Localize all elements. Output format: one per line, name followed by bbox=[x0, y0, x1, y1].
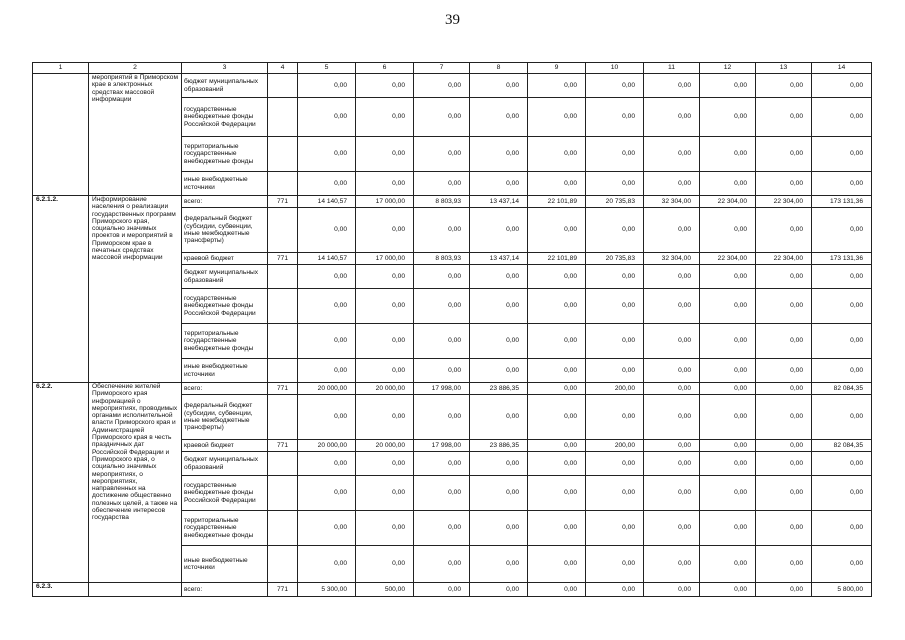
column-header: 7 bbox=[414, 63, 470, 74]
amount-cell: 500,00 bbox=[356, 583, 414, 597]
column-header: 10 bbox=[586, 63, 644, 74]
table-body bbox=[33, 63, 872, 597]
amount-cell: 0,00 bbox=[700, 583, 756, 597]
item-code: 6.2.3. bbox=[33, 583, 89, 597]
amount-cell: 0,00 bbox=[586, 395, 644, 440]
amount-cell: 0,00 bbox=[700, 383, 756, 395]
amount-cell: 0,00 bbox=[586, 324, 644, 359]
amount-cell: 0,00 bbox=[756, 476, 812, 511]
amount-cell: 0,00 bbox=[644, 172, 700, 196]
amount-cell: 82 084,35 bbox=[812, 383, 872, 395]
amount-cell: 32 304,00 bbox=[644, 253, 700, 265]
column-header: 2 bbox=[89, 63, 182, 74]
amount-cell: 0,00 bbox=[528, 383, 586, 395]
amount-cell: 20 000,00 bbox=[356, 383, 414, 395]
amount-cell: 14 140,57 bbox=[298, 253, 356, 265]
amount-cell: 0,00 bbox=[528, 98, 586, 137]
grbs-code bbox=[268, 359, 298, 383]
amount-cell: 0,00 bbox=[470, 511, 528, 546]
amount-cell: 0,00 bbox=[812, 476, 872, 511]
grbs-code bbox=[268, 395, 298, 440]
amount-cell: 200,00 bbox=[586, 440, 644, 452]
amount-cell: 0,00 bbox=[700, 452, 756, 476]
amount-cell: 0,00 bbox=[756, 546, 812, 583]
amount-cell: 0,00 bbox=[414, 452, 470, 476]
amount-cell: 0,00 bbox=[812, 395, 872, 440]
amount-cell: 22 304,00 bbox=[756, 253, 812, 265]
amount-cell: 0,00 bbox=[414, 265, 470, 289]
column-header: 11 bbox=[644, 63, 700, 74]
column-header: 4 bbox=[268, 63, 298, 74]
amount-cell: 0,00 bbox=[700, 476, 756, 511]
amount-cell: 0,00 bbox=[756, 289, 812, 324]
amount-cell: 0,00 bbox=[298, 98, 356, 137]
amount-cell: 173 131,36 bbox=[812, 196, 872, 208]
amount-cell: 0,00 bbox=[470, 265, 528, 289]
amount-cell: 0,00 bbox=[700, 546, 756, 583]
funding-source: федеральный бюджет (субсидии, субвенции, иные межбюджетные трансферты) bbox=[182, 395, 268, 440]
amount-cell: 0,00 bbox=[298, 137, 356, 172]
amount-cell: 0,00 bbox=[528, 476, 586, 511]
amount-cell: 20 000,00 bbox=[298, 440, 356, 452]
amount-cell: 0,00 bbox=[414, 324, 470, 359]
amount-cell: 0,00 bbox=[528, 137, 586, 172]
amount-cell: 0,00 bbox=[756, 74, 812, 98]
amount-cell: 0,00 bbox=[414, 546, 470, 583]
amount-cell: 0,00 bbox=[528, 74, 586, 98]
amount-cell: 0,00 bbox=[470, 74, 528, 98]
grbs-code: 771 bbox=[268, 253, 298, 265]
amount-cell: 0,00 bbox=[298, 476, 356, 511]
amount-cell: 0,00 bbox=[644, 74, 700, 98]
amount-cell: 0,00 bbox=[586, 172, 644, 196]
amount-cell: 0,00 bbox=[414, 137, 470, 172]
amount-cell: 0,00 bbox=[528, 546, 586, 583]
amount-cell: 0,00 bbox=[812, 172, 872, 196]
grbs-code bbox=[268, 208, 298, 253]
amount-cell: 0,00 bbox=[414, 476, 470, 511]
amount-cell: 0,00 bbox=[586, 583, 644, 597]
amount-cell: 0,00 bbox=[756, 172, 812, 196]
amount-cell: 0,00 bbox=[414, 74, 470, 98]
amount-cell: 0,00 bbox=[644, 452, 700, 476]
funding-source: федеральный бюджет (субсидии, субвенции, иные межбюджетные трансферты) bbox=[182, 208, 268, 253]
amount-cell: 0,00 bbox=[756, 208, 812, 253]
funding-source: государственные внебюджетные фонды Российской Федерации bbox=[182, 98, 268, 137]
table-row bbox=[33, 583, 872, 597]
amount-cell: 0,00 bbox=[812, 208, 872, 253]
amount-cell: 17 000,00 bbox=[356, 253, 414, 265]
amount-cell: 0,00 bbox=[700, 324, 756, 359]
amount-cell: 0,00 bbox=[812, 265, 872, 289]
amount-cell: 0,00 bbox=[298, 511, 356, 546]
amount-cell: 22 304,00 bbox=[700, 253, 756, 265]
amount-cell: 200,00 bbox=[586, 383, 644, 395]
amount-cell: 0,00 bbox=[756, 137, 812, 172]
amount-cell: 0,00 bbox=[586, 208, 644, 253]
amount-cell: 0,00 bbox=[756, 383, 812, 395]
amount-cell: 0,00 bbox=[528, 583, 586, 597]
amount-cell: 13 437,14 bbox=[470, 253, 528, 265]
amount-cell: 82 084,35 bbox=[812, 440, 872, 452]
amount-cell: 0,00 bbox=[298, 74, 356, 98]
funding-source: территориальные государственные внебюджетные фонды bbox=[182, 511, 268, 546]
amount-cell: 0,00 bbox=[356, 74, 414, 98]
amount-cell: 0,00 bbox=[356, 511, 414, 546]
amount-cell: 0,00 bbox=[644, 324, 700, 359]
amount-cell: 0,00 bbox=[644, 289, 700, 324]
amount-cell: 0,00 bbox=[812, 74, 872, 98]
amount-cell: 0,00 bbox=[586, 546, 644, 583]
amount-cell: 0,00 bbox=[298, 265, 356, 289]
amount-cell: 0,00 bbox=[586, 265, 644, 289]
amount-cell: 0,00 bbox=[756, 359, 812, 383]
amount-cell: 0,00 bbox=[644, 511, 700, 546]
amount-cell: 8 803,93 bbox=[414, 196, 470, 208]
amount-cell: 0,00 bbox=[470, 137, 528, 172]
amount-cell: 0,00 bbox=[812, 324, 872, 359]
grbs-code bbox=[268, 476, 298, 511]
amount-cell: 0,00 bbox=[528, 289, 586, 324]
amount-cell: 20 000,00 bbox=[298, 383, 356, 395]
amount-cell: 0,00 bbox=[356, 208, 414, 253]
column-header: 12 bbox=[700, 63, 756, 74]
amount-cell: 0,00 bbox=[528, 172, 586, 196]
amount-cell: 32 304,00 bbox=[644, 196, 700, 208]
amount-cell: 0,00 bbox=[356, 546, 414, 583]
amount-cell: 173 131,36 bbox=[812, 253, 872, 265]
funding-source: бюджет муниципальных образований bbox=[182, 74, 268, 98]
amount-cell: 0,00 bbox=[700, 395, 756, 440]
column-header: 14 bbox=[812, 63, 872, 74]
amount-cell: 0,00 bbox=[644, 265, 700, 289]
column-header: 3 bbox=[182, 63, 268, 74]
amount-cell: 0,00 bbox=[356, 395, 414, 440]
amount-cell: 0,00 bbox=[414, 395, 470, 440]
amount-cell: 22 101,89 bbox=[528, 196, 586, 208]
amount-cell: 0,00 bbox=[586, 98, 644, 137]
amount-cell: 0,00 bbox=[528, 265, 586, 289]
amount-cell: 0,00 bbox=[414, 98, 470, 137]
amount-cell: 0,00 bbox=[756, 583, 812, 597]
amount-cell: 0,00 bbox=[470, 172, 528, 196]
amount-cell: 0,00 bbox=[586, 137, 644, 172]
funding-source: всего: bbox=[182, 196, 268, 208]
amount-cell: 0,00 bbox=[470, 98, 528, 137]
funding-source: территориальные государственные внебюджетные фонды bbox=[182, 324, 268, 359]
amount-cell: 0,00 bbox=[470, 546, 528, 583]
column-header: 8 bbox=[470, 63, 528, 74]
amount-cell: 0,00 bbox=[528, 452, 586, 476]
funding-source: территориальные государственные внебюджетные фонды bbox=[182, 137, 268, 172]
amount-cell: 0,00 bbox=[298, 546, 356, 583]
table-row bbox=[33, 196, 872, 208]
table-row bbox=[33, 74, 872, 98]
funding-source: государственные внебюджетные фонды Российской Федерации bbox=[182, 289, 268, 324]
amount-cell: 0,00 bbox=[812, 511, 872, 546]
amount-cell: 0,00 bbox=[700, 98, 756, 137]
column-header: 13 bbox=[756, 63, 812, 74]
amount-cell: 0,00 bbox=[356, 476, 414, 511]
amount-cell: 0,00 bbox=[756, 511, 812, 546]
budget-table bbox=[32, 62, 872, 597]
item-code: 6.2.2. bbox=[33, 383, 89, 583]
amount-cell: 0,00 bbox=[644, 98, 700, 137]
amount-cell: 0,00 bbox=[644, 476, 700, 511]
amount-cell: 0,00 bbox=[528, 440, 586, 452]
column-header: 5 bbox=[298, 63, 356, 74]
funding-source: всего: bbox=[182, 383, 268, 395]
amount-cell: 0,00 bbox=[356, 98, 414, 137]
amount-cell: 0,00 bbox=[298, 208, 356, 253]
grbs-code bbox=[268, 289, 298, 324]
amount-cell: 0,00 bbox=[414, 172, 470, 196]
amount-cell: 0,00 bbox=[356, 324, 414, 359]
funding-source: государственные внебюджетные фонды Российской Федерации bbox=[182, 476, 268, 511]
amount-cell: 0,00 bbox=[812, 137, 872, 172]
grbs-code: 771 bbox=[268, 196, 298, 208]
page-number: 39 bbox=[445, 12, 460, 28]
amount-cell: 8 803,93 bbox=[414, 253, 470, 265]
funding-source: краевой бюджет bbox=[182, 440, 268, 452]
amount-cell: 0,00 bbox=[700, 359, 756, 383]
amount-cell: 0,00 bbox=[756, 324, 812, 359]
amount-cell: 20 735,83 bbox=[586, 253, 644, 265]
grbs-code bbox=[268, 265, 298, 289]
amount-cell: 0,00 bbox=[700, 172, 756, 196]
amount-cell: 5 800,00 bbox=[812, 583, 872, 597]
amount-cell: 0,00 bbox=[644, 395, 700, 440]
amount-cell: 0,00 bbox=[298, 452, 356, 476]
amount-cell: 0,00 bbox=[528, 208, 586, 253]
amount-cell: 0,00 bbox=[644, 359, 700, 383]
funding-source: иные внебюджетные источники bbox=[182, 359, 268, 383]
grbs-code bbox=[268, 452, 298, 476]
amount-cell: 0,00 bbox=[644, 208, 700, 253]
grbs-code bbox=[268, 137, 298, 172]
item-name bbox=[89, 583, 182, 597]
amount-cell: 23 886,35 bbox=[470, 440, 528, 452]
grbs-code: 771 bbox=[268, 383, 298, 395]
amount-cell: 0,00 bbox=[414, 511, 470, 546]
amount-cell: 0,00 bbox=[700, 440, 756, 452]
amount-cell: 0,00 bbox=[356, 172, 414, 196]
amount-cell: 0,00 bbox=[356, 289, 414, 324]
amount-cell: 5 300,00 bbox=[298, 583, 356, 597]
amount-cell: 0,00 bbox=[298, 359, 356, 383]
amount-cell: 17 998,00 bbox=[414, 383, 470, 395]
amount-cell: 0,00 bbox=[470, 476, 528, 511]
amount-cell: 0,00 bbox=[812, 98, 872, 137]
amount-cell: 20 735,83 bbox=[586, 196, 644, 208]
amount-cell: 0,00 bbox=[356, 359, 414, 383]
amount-cell: 20 000,00 bbox=[356, 440, 414, 452]
amount-cell: 22 304,00 bbox=[700, 196, 756, 208]
amount-cell: 0,00 bbox=[470, 452, 528, 476]
header-row bbox=[33, 63, 872, 74]
amount-cell: 0,00 bbox=[700, 511, 756, 546]
amount-cell: 0,00 bbox=[298, 395, 356, 440]
amount-cell: 0,00 bbox=[756, 395, 812, 440]
amount-cell: 0,00 bbox=[356, 452, 414, 476]
grbs-code bbox=[268, 324, 298, 359]
amount-cell: 0,00 bbox=[470, 359, 528, 383]
amount-cell: 0,00 bbox=[298, 324, 356, 359]
amount-cell: 0,00 bbox=[644, 137, 700, 172]
amount-cell: 0,00 bbox=[812, 359, 872, 383]
amount-cell: 0,00 bbox=[756, 440, 812, 452]
amount-cell: 0,00 bbox=[586, 359, 644, 383]
amount-cell: 0,00 bbox=[528, 359, 586, 383]
amount-cell: 0,00 bbox=[644, 383, 700, 395]
amount-cell: 0,00 bbox=[414, 583, 470, 597]
amount-cell: 0,00 bbox=[700, 289, 756, 324]
grbs-code bbox=[268, 511, 298, 546]
amount-cell: 0,00 bbox=[586, 511, 644, 546]
column-header: 6 bbox=[356, 63, 414, 74]
amount-cell: 0,00 bbox=[414, 359, 470, 383]
amount-cell: 13 437,14 bbox=[470, 196, 528, 208]
grbs-code bbox=[268, 172, 298, 196]
item-code: 6.2.1.2. bbox=[33, 196, 89, 383]
amount-cell: 0,00 bbox=[644, 440, 700, 452]
funding-source: бюджет муниципальных образований bbox=[182, 265, 268, 289]
amount-cell: 0,00 bbox=[470, 324, 528, 359]
funding-source: иные внебюджетные источники bbox=[182, 172, 268, 196]
amount-cell: 0,00 bbox=[812, 289, 872, 324]
amount-cell: 0,00 bbox=[470, 289, 528, 324]
amount-cell: 23 886,35 bbox=[470, 383, 528, 395]
amount-cell: 0,00 bbox=[700, 74, 756, 98]
grbs-code: 771 bbox=[268, 583, 298, 597]
funding-source: иные внебюджетные источники bbox=[182, 546, 268, 583]
grbs-code bbox=[268, 546, 298, 583]
amount-cell: 0,00 bbox=[586, 452, 644, 476]
amount-cell: 0,00 bbox=[356, 137, 414, 172]
amount-cell: 0,00 bbox=[528, 324, 586, 359]
amount-cell: 0,00 bbox=[528, 511, 586, 546]
amount-cell: 0,00 bbox=[586, 74, 644, 98]
amount-cell: 0,00 bbox=[586, 476, 644, 511]
item-name: мероприятий в Приморском крае в электронных средствах массовой информации bbox=[89, 74, 182, 196]
amount-cell: 0,00 bbox=[700, 265, 756, 289]
amount-cell: 17 998,00 bbox=[414, 440, 470, 452]
amount-cell: 0,00 bbox=[756, 98, 812, 137]
amount-cell: 0,00 bbox=[356, 265, 414, 289]
amount-cell: 0,00 bbox=[298, 172, 356, 196]
funding-source: всего: bbox=[182, 583, 268, 597]
grbs-code bbox=[268, 74, 298, 98]
item-name: Обеспечение жителей Приморского края информацией о мероприятиях, проводимых органами исполнительной власти Приморского края и Администрацией Приморского края в честь праздничных дат Российской Федерации и Приморского края, о социально значимых мероприятиях, о мероприятиях, направленных на достижение общественно полезных целей, а также на обеспечение интересов государства bbox=[89, 383, 182, 583]
amount-cell: 0,00 bbox=[812, 546, 872, 583]
amount-cell: 17 000,00 bbox=[356, 196, 414, 208]
amount-cell: 0,00 bbox=[700, 208, 756, 253]
amount-cell: 0,00 bbox=[470, 583, 528, 597]
table-row bbox=[33, 383, 872, 395]
grbs-code: 771 bbox=[268, 440, 298, 452]
funding-source: бюджет муниципальных образований bbox=[182, 452, 268, 476]
amount-cell: 0,00 bbox=[298, 289, 356, 324]
amount-cell: 0,00 bbox=[700, 137, 756, 172]
amount-cell: 22 101,89 bbox=[528, 253, 586, 265]
item-code bbox=[33, 74, 89, 196]
amount-cell: 0,00 bbox=[528, 395, 586, 440]
item-name: Информирование населения о реализации государственных программ Приморского края, социально значимых проектов и мероприятий в Приморском крае в печатных средствах массовой информации bbox=[89, 196, 182, 383]
amount-cell: 0,00 bbox=[414, 289, 470, 324]
amount-cell: 0,00 bbox=[414, 208, 470, 253]
grbs-code bbox=[268, 98, 298, 137]
amount-cell: 0,00 bbox=[470, 208, 528, 253]
amount-cell: 0,00 bbox=[470, 395, 528, 440]
column-header: 9 bbox=[528, 63, 586, 74]
amount-cell: 0,00 bbox=[756, 452, 812, 476]
amount-cell: 0,00 bbox=[812, 452, 872, 476]
amount-cell: 0,00 bbox=[644, 546, 700, 583]
funding-source: краевой бюджет bbox=[182, 253, 268, 265]
amount-cell: 0,00 bbox=[644, 583, 700, 597]
amount-cell: 0,00 bbox=[586, 289, 644, 324]
amount-cell: 14 140,57 bbox=[298, 196, 356, 208]
amount-cell: 22 304,00 bbox=[756, 196, 812, 208]
amount-cell: 0,00 bbox=[756, 265, 812, 289]
column-header: 1 bbox=[33, 63, 89, 74]
